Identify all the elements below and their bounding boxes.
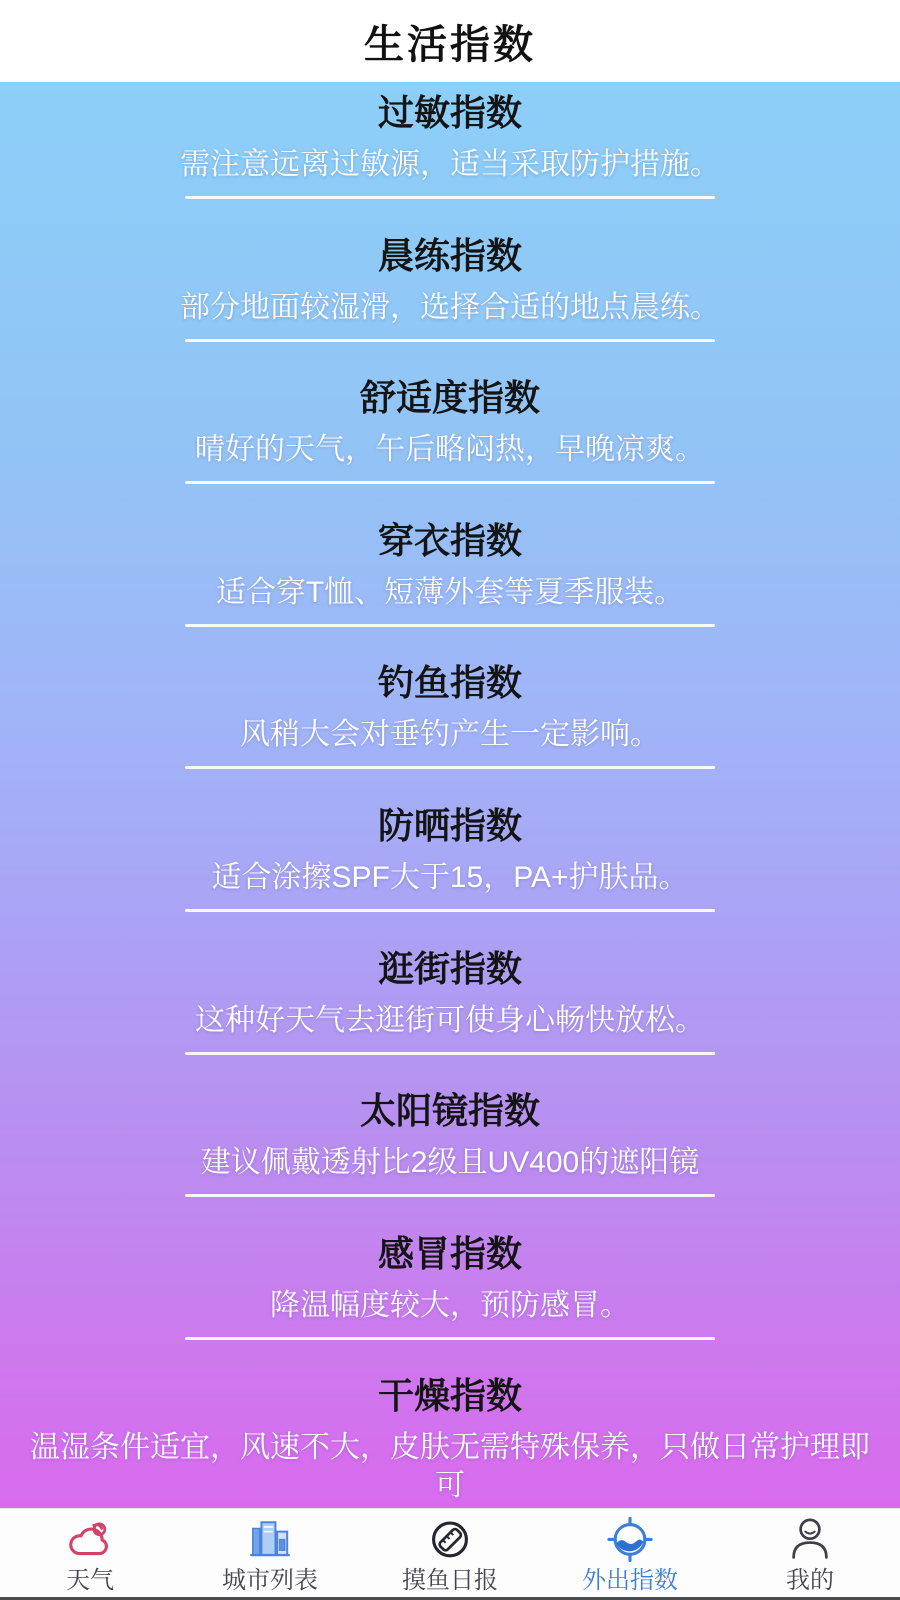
section-divider: [185, 339, 715, 342]
index-description: 晴好的天气，午后略闷热，早晚凉爽。: [195, 433, 705, 467]
index-section: [0, 367, 900, 510]
tab-daily-report[interactable]: [360, 1509, 540, 1600]
city-buildings-icon: [244, 1516, 296, 1566]
header: [0, 0, 900, 82]
index-description: 降温幅度较大，预防感冒。: [270, 1288, 630, 1322]
index-section: [0, 1365, 900, 1508]
section-divider: [185, 481, 715, 484]
index-description: 需注意远离过敏源，适当采取防护措施。: [180, 148, 720, 181]
index-description: 建议佩戴透射比2级且UV400的遮阳镜: [200, 1146, 700, 1180]
tab-mine-label: 我的: [786, 1567, 834, 1594]
index-section: [0, 652, 900, 795]
index-title: 舒适度指数: [359, 377, 540, 419]
tab-weather-label: 天气: [66, 1567, 114, 1594]
index-title: 晨练指数: [377, 234, 522, 276]
bottom-tabbar: [0, 1508, 900, 1600]
index-section: [0, 938, 900, 1081]
life-index-list[interactable]: [0, 82, 900, 1508]
tab-city-list[interactable]: [180, 1509, 360, 1600]
cloud-icon: [64, 1516, 116, 1566]
person-icon: [784, 1516, 836, 1566]
index-title: 穿衣指数: [377, 519, 522, 561]
index-section: [0, 1080, 900, 1223]
index-section: [0, 1223, 900, 1366]
index-description: 适合穿T恤、短薄外套等夏季服装。: [215, 575, 685, 609]
tab-outing-index[interactable]: [540, 1509, 720, 1600]
page-title: 生活指数: [364, 22, 536, 67]
section-divider: [185, 1194, 715, 1197]
ruler-circle-icon: [424, 1516, 476, 1566]
index-description: 部分地面较湿滑，选择合适的地点晨练。: [180, 290, 720, 324]
index-title: 干燥指数: [377, 1375, 522, 1417]
index-title: 逛街指数: [377, 947, 522, 989]
index-description: 适合涂擦SPF大于15，PA+护肤品。: [211, 860, 689, 894]
compass-icon: [604, 1516, 656, 1566]
index-description: 风稍大会对垂钓产生一定影响。: [240, 718, 660, 752]
section-divider: [185, 624, 715, 627]
section-divider: [185, 766, 715, 769]
index-title: 感冒指数: [377, 1232, 522, 1274]
index-title: 防晒指数: [377, 804, 522, 846]
index-title: 钓鱼指数: [377, 662, 522, 704]
index-section: [0, 225, 900, 368]
tab-city-list-label: 城市列表: [222, 1567, 318, 1594]
index-section: [0, 795, 900, 938]
section-divider: [185, 909, 715, 912]
tab-mine[interactable]: [720, 1509, 900, 1600]
tab-weather[interactable]: [0, 1509, 180, 1600]
section-divider: [185, 1337, 715, 1340]
index-description: 这种好天气去逛街可使身心畅快放松。: [195, 1003, 705, 1037]
index-title: 过敏指数: [377, 92, 522, 133]
index-description: 温湿条件适宜，风速不大，皮肤无需特殊保养，只做日常护理即可: [30, 1431, 870, 1503]
index-section: [0, 510, 900, 653]
section-divider: [185, 1052, 715, 1055]
index-section: [0, 82, 900, 225]
tab-daily-report-label: 摸鱼日报: [402, 1567, 498, 1594]
index-title: 太阳镜指数: [359, 1090, 540, 1132]
tab-outing-index-label: 外出指数: [582, 1567, 678, 1594]
section-divider: [185, 196, 715, 199]
